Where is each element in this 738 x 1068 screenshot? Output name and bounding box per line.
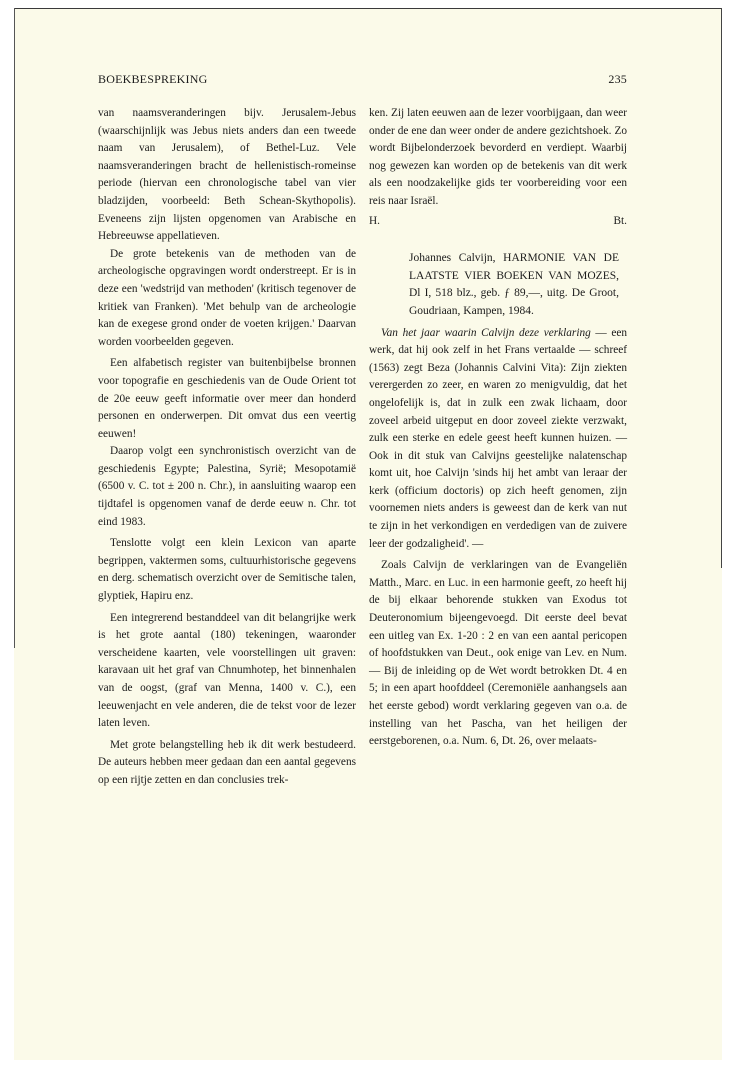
paragraph [369,325,627,554]
paragraph: van naamsveranderingen bijv. Jerusalem-Jebus (waarschijnlijk was Jebus niets anders dan een tweede naam van Jerusalem), of Bethel-Luz. Vele naamsveranderingen bracht de hellenistisch-romeinse periode (hiervan een chronologische tabel van vier bladzijden, voorbeeld: Beth Schean-Skythopolis). Eveneens zijn lijsten opgenomen van Arabische en Hebreeuwse appellatieven. [98,107,356,243]
italic-lead: Van het jaar waarin Calvijn deze verklaring [381,326,591,339]
page-number: 235 [608,72,627,86]
scan-edge-left [14,8,15,648]
paragraph: Met grote belangstelling heb ik dit werk bestudeerd. De auteurs hebben meer gedaan dan een aantal gegevens op een rijtje zetten en dan conclusies trek- [98,738,356,786]
signature-code: Bt. [613,214,627,227]
scan-edge-top [14,8,722,9]
paragraph: Een integrerend bestanddeel van dit belangrijke werk is het grote aantal (180) tekeningen, waaronder verscheidene kaarten, vele voorstellingen uit graven: karavaan uit het graf van Chnumhotep, het binnenhalen van de oogst, (graf van Menna, 1400 v. C.), een leeuwenjacht en vele anderen, die de tekst voor de lezer laten leven. [98,611,356,730]
paragraph-rest: — een werk, dat hij ook zelf in het Frans vertaalde — schreef (1563) zegt Beza (Johannis Calvini Vita): Zijn ziekten verergerden zo zeer, en waren zo menigvuldig, dat het ongelofelijk is, dat in zulk een zwak lichaam, door zoveel arbeid uitgeput en door zoveel ziekte verzwakt, zulk een sterke en edele geest heeft kunnen huizen. — Ook in dit stuk van Calvijns geestelijke nalatenschap komt uit, hoe Calvijn 'sinds hij het ambt van leraar der kerk (officium doctoris) op zich heeft genomen, zijn voornemen niets anders is geweest dan de kerk van nut te zijn in het verkondigen en verdedigen van de zuivere leer der godzaligheid'. — [369,326,627,550]
running-title: BOEKBESPREKING [98,72,208,86]
paragraph: Tenslotte volgt een klein Lexicon van aparte begrippen, vaktermen soms, cultuurhistorische gegevens en derg. schematisch overzicht over de Semitische talen, glyptiek, Hapiru enz. [98,537,356,603]
running-header [98,72,627,90]
reviewer-signature [369,213,627,231]
left-column [98,105,356,790]
paragraph: Zoals Calvijn de verklaringen van de Evangeliën Matth., Marc. en Luc. in een harmonie geeft, zo heeft hij de bij elkaar behorende stukken van Exodus tot Deuteronomium bijeengevoegd. Dit eerste deel bevat een uitleg van Ex. 1-20 : 2 en van een aantal pericopen of hoofdstukken van Deut., ook enige van Lev. en Num. — Bij de inleiding op de Wet wordt betrokken Dt. 4 en 5; in een apart hoofddeel (Ceremoniële aanhangsels aan het eerste gebod) wordt verklaring gegeven van o.a. de instelling van het Pascha, van het heiligen der eerstgeborenen, o.a. Num. 6, Dt. 26, over melaats- [369,559,627,748]
right-column [369,105,627,751]
book-reference: Johannes Calvijn, HARMONIE VAN DE LAATSTE VIER BOEKEN VAN MOZES, Dl I, 518 blz., geb. ƒ 89,—, uitg. De Groot, Goudriaan, Kampen, 1984. [409,252,619,317]
signature-initial: H. [369,214,380,227]
paragraph: Een alfabetisch register van buitenbijbelse bronnen voor topografie en geschiedenis van de Oude Orient tot de 20e eeuw geeft informatie over meer dan honderd personen en onderwerpen. Dit omvat dus een veertig eeuwen! [98,357,356,440]
scan-edge-right [721,8,722,568]
paragraph: ken. Zij laten eeuwen aan de lezer voorbijgaan, dan weer onder de ene dan weer onder de andere gezichtshoek. Zo wordt Bijbelonderzoek bevorderd en verdiept. Waarbij nog gewezen kan worden op de betekenis van dit werk als een noodzakelijke gids ter voorbereiding voor een reis naar Israël. [369,107,627,207]
paragraph: Daarop volgt een synchronistisch overzicht van de geschiedenis Egypte; Palestina, Syrië; Mesopotamië (6500 v. C. tot ± 200 n. Chr.), in aansluiting waarop een tijdtafel is opgenomen vanaf de derde eeuw n. Chr. tot eind 1983. [98,445,356,528]
paragraph: De grote betekenis van de methoden van de archeologische opgravingen wordt onderstreept. Er is in deze een 'wedstrijd van methoden' (kritisch tegenover de kritiek van Franken). 'Met behulp van de archeologie kan de exegese grond onder de voeten krijgen.' Daarvan worden voorbeelden gegeven. [98,247,356,348]
